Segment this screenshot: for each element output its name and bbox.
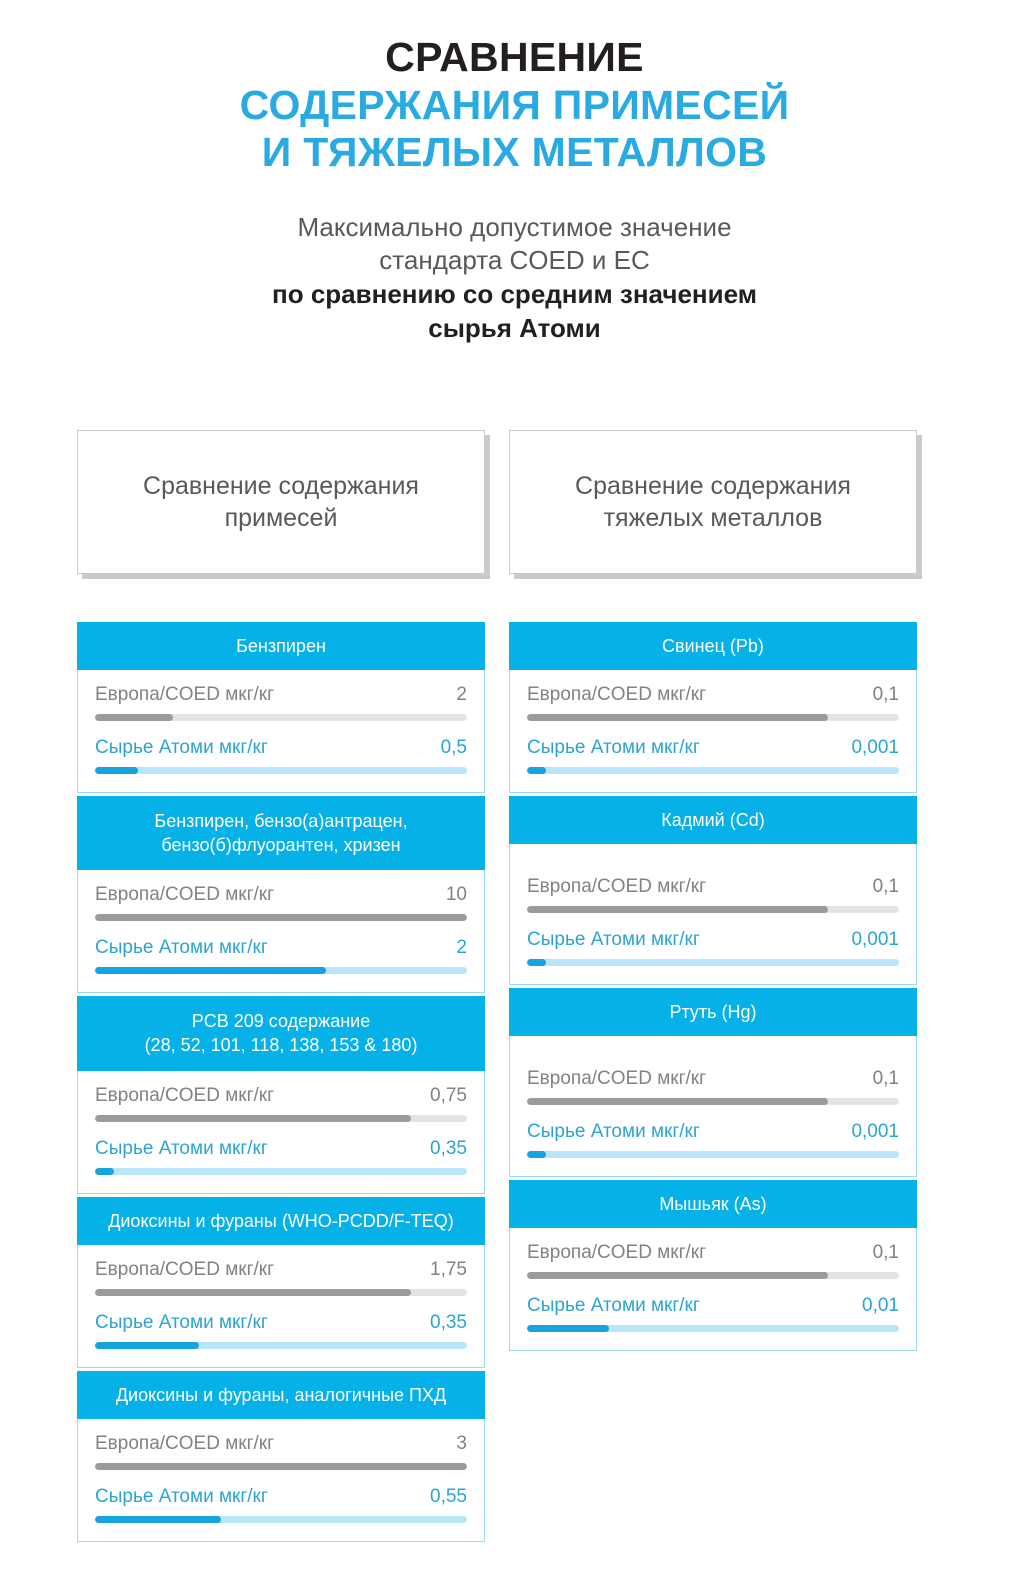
metric-row [95,737,467,759]
tab-heavy-metals-label: Сравнение содержания тяжелых металлов [575,472,851,532]
metric-row [527,1242,899,1264]
card-body [78,1419,484,1541]
metric-label: Европа/COED мкг/кг [95,1258,275,1280]
column-impurities [77,622,485,1542]
metric-atomy [95,1312,467,1349]
metric-value: 0,35 [430,1311,467,1333]
bar-fill [95,1463,467,1470]
tab-bar [77,430,917,574]
bar-track [527,1098,899,1105]
metric-value: 0,1 [872,684,899,706]
metric-atomy [95,737,467,774]
metric-row [95,884,467,906]
bar-track [95,1516,467,1523]
card-header [77,996,485,1070]
metric-row [95,1486,467,1508]
bar-fill [95,914,467,921]
metric-atomy [527,1121,899,1158]
bar-fill [95,1115,411,1122]
metric-value: 0,001 [851,1121,899,1143]
metric-label: Сырье Атоми мкг/кг [95,1137,268,1159]
metric-label: Европа/COED мкг/кг [95,884,275,906]
metric-label: Сырье Атоми мкг/кг [95,1485,268,1507]
metric-row [95,1138,467,1160]
metric-row [527,684,899,706]
metric-value: 0,75 [430,1084,467,1106]
card-header-line: Свинец (Pb) [662,636,764,656]
bar-fill [95,967,326,974]
card-header [509,622,917,670]
card-header [77,622,485,670]
metric-label: Европа/COED мкг/кг [95,684,275,706]
bar-fill [95,714,173,721]
bar-track [95,1115,467,1122]
bar-track [95,714,467,721]
card-header-line: Бензпирен, бензо(а)антрацен, [154,811,408,832]
metric-row [527,737,899,759]
bar-track [527,1272,899,1279]
card-header-line: Ртуть (Hg) [669,1002,757,1023]
comparison-card [77,796,485,993]
bar-track [527,906,899,913]
bar-fill [527,1272,828,1279]
comparison-columns [77,622,917,1542]
metric-label: Сырье Атоми мкг/кг [95,1311,268,1333]
metric-standard [527,1068,899,1105]
metric-value: 0,1 [872,876,899,898]
comparison-card [77,622,485,793]
metric-row [95,1433,467,1455]
metric-atomy [95,1486,467,1523]
card-header-line: PCB 209 содержание [191,1011,371,1032]
bar-fill [527,1151,546,1158]
tab-heavy-metals[interactable] [509,430,917,574]
subtitle-light-line-2: стандарта COED и EC [379,245,650,276]
metric-atomy [527,1295,899,1332]
card-body [78,870,484,992]
page-title [0,0,1029,177]
metric-label: Европа/COED мкг/кг [527,684,707,706]
bar-track [95,1168,467,1175]
metric-row [527,929,899,951]
comparison-card [509,622,917,793]
bar-track [527,1325,899,1332]
metric-value: 2 [456,684,467,706]
metric-value: 1,75 [430,1258,467,1280]
metric-row [527,876,899,898]
comparison-card [509,988,917,1177]
bar-fill [527,959,546,966]
metric-value: 0,5 [440,737,467,759]
card-body [510,1036,916,1176]
bar-track [95,967,467,974]
column-heavy-metals [509,622,917,1351]
card-header-line: Диоксины и фураны (WHO-PCDD/F-TEQ) [108,1210,454,1231]
metric-label: Сырье Атоми мкг/кг [527,737,700,759]
bar-track [527,714,899,721]
card-header [77,796,485,870]
metric-atomy [527,737,899,774]
subtitle-bold-line-1: по сравнению со средним значением [272,279,757,310]
metric-label: Европа/COED мкг/кг [527,1242,707,1264]
bar-fill [527,1325,609,1332]
metric-value: 0,001 [851,737,899,759]
bar-fill [527,1098,828,1105]
bar-track [95,1342,467,1349]
comparison-card [77,996,485,1193]
bar-track [527,767,899,774]
card-body [78,1245,484,1367]
page-subtitle [0,211,1029,346]
metric-value: 0,1 [872,1068,899,1090]
metric-standard [527,876,899,913]
metric-label: Сырье Атоми мкг/кг [95,737,268,759]
metric-value: 0,01 [862,1295,899,1317]
comparison-card [77,1371,485,1542]
metric-value: 2 [456,937,467,959]
metric-label: Сырье Атоми мкг/кг [527,1121,700,1143]
card-header [509,796,917,844]
card-body [78,670,484,792]
metric-row [95,937,467,959]
card-header [77,1197,485,1245]
subtitle-bold-line-2: сырья Атоми [428,313,601,344]
bar-fill [527,714,828,721]
title-line-2: СОДЕРЖАНИЯ ПРИМЕСЕЙ [239,81,790,128]
metric-standard [95,1085,467,1122]
card-header [509,988,917,1036]
bar-track [95,914,467,921]
bar-fill [95,1168,114,1175]
metric-standard [95,684,467,721]
metric-atomy [95,937,467,974]
card-header-line: Мышьяк (As) [659,1194,767,1215]
bar-track [95,1289,467,1296]
metric-row [527,1295,899,1317]
metric-atomy [527,929,899,966]
bar-track [527,1151,899,1158]
bar-fill [95,1342,199,1349]
bar-fill [527,767,546,774]
title-line-3: И ТЯЖЕЛЫХ МЕТАЛЛОВ [261,129,768,176]
metric-standard [527,684,899,721]
metric-row [527,1068,899,1090]
card-header-line: бензо(б)флуорантен, хризен [161,835,401,856]
metric-standard [95,1259,467,1296]
tab-impurities[interactable] [77,430,485,574]
metric-label: Европа/COED мкг/кг [95,1432,275,1454]
tab-impurities-label: Сравнение содержания примесей [143,472,419,532]
metric-label: Сырье Атоми мкг/кг [95,937,268,959]
metric-standard [95,884,467,921]
metric-label: Сырье Атоми мкг/кг [527,1295,700,1317]
subtitle-light-line-1: Максимально допустимое значение [297,211,732,242]
metric-standard [95,1433,467,1470]
card-header-line: (28, 52, 101, 118, 138, 153 & 180) [144,1035,418,1056]
comparison-card [77,1197,485,1368]
bar-track [95,1463,467,1470]
bar-track [95,767,467,774]
card-body [510,670,916,792]
metric-value: 0,1 [872,1242,899,1264]
card-header [509,1180,917,1228]
card-header-line: Кадмий (Cd) [661,810,765,831]
card-header-line: Бензпирен [236,636,326,656]
metric-value: 0,001 [851,929,899,951]
metric-row [95,1085,467,1107]
metric-atomy [95,1138,467,1175]
bar-fill [95,1516,221,1523]
metric-row [95,684,467,706]
card-body [510,844,916,984]
card-body [78,1071,484,1193]
bar-fill [527,906,828,913]
metric-label: Европа/COED мкг/кг [95,1084,275,1106]
metric-standard [527,1242,899,1279]
metric-label: Сырье Атоми мкг/кг [527,929,700,951]
metric-value: 0,55 [430,1485,467,1507]
card-header-line: Диоксины и фураны, аналогичные ПХД [115,1384,447,1405]
comparison-card [509,796,917,985]
bar-track [527,959,899,966]
metric-value: 10 [445,884,467,906]
comparison-card [509,1180,917,1351]
bar-fill [95,767,138,774]
metric-value: 3 [456,1432,467,1454]
metric-row [95,1259,467,1281]
metric-row [95,1312,467,1334]
card-header [77,1371,485,1419]
bar-fill [95,1289,411,1296]
metric-label: Европа/COED мкг/кг [527,876,707,898]
metric-label: Европа/COED мкг/кг [527,1068,707,1090]
metric-value: 0,35 [430,1137,467,1159]
metric-row [527,1121,899,1143]
card-body [510,1228,916,1350]
title-line-1: СРАВНЕНИЕ [385,34,644,80]
